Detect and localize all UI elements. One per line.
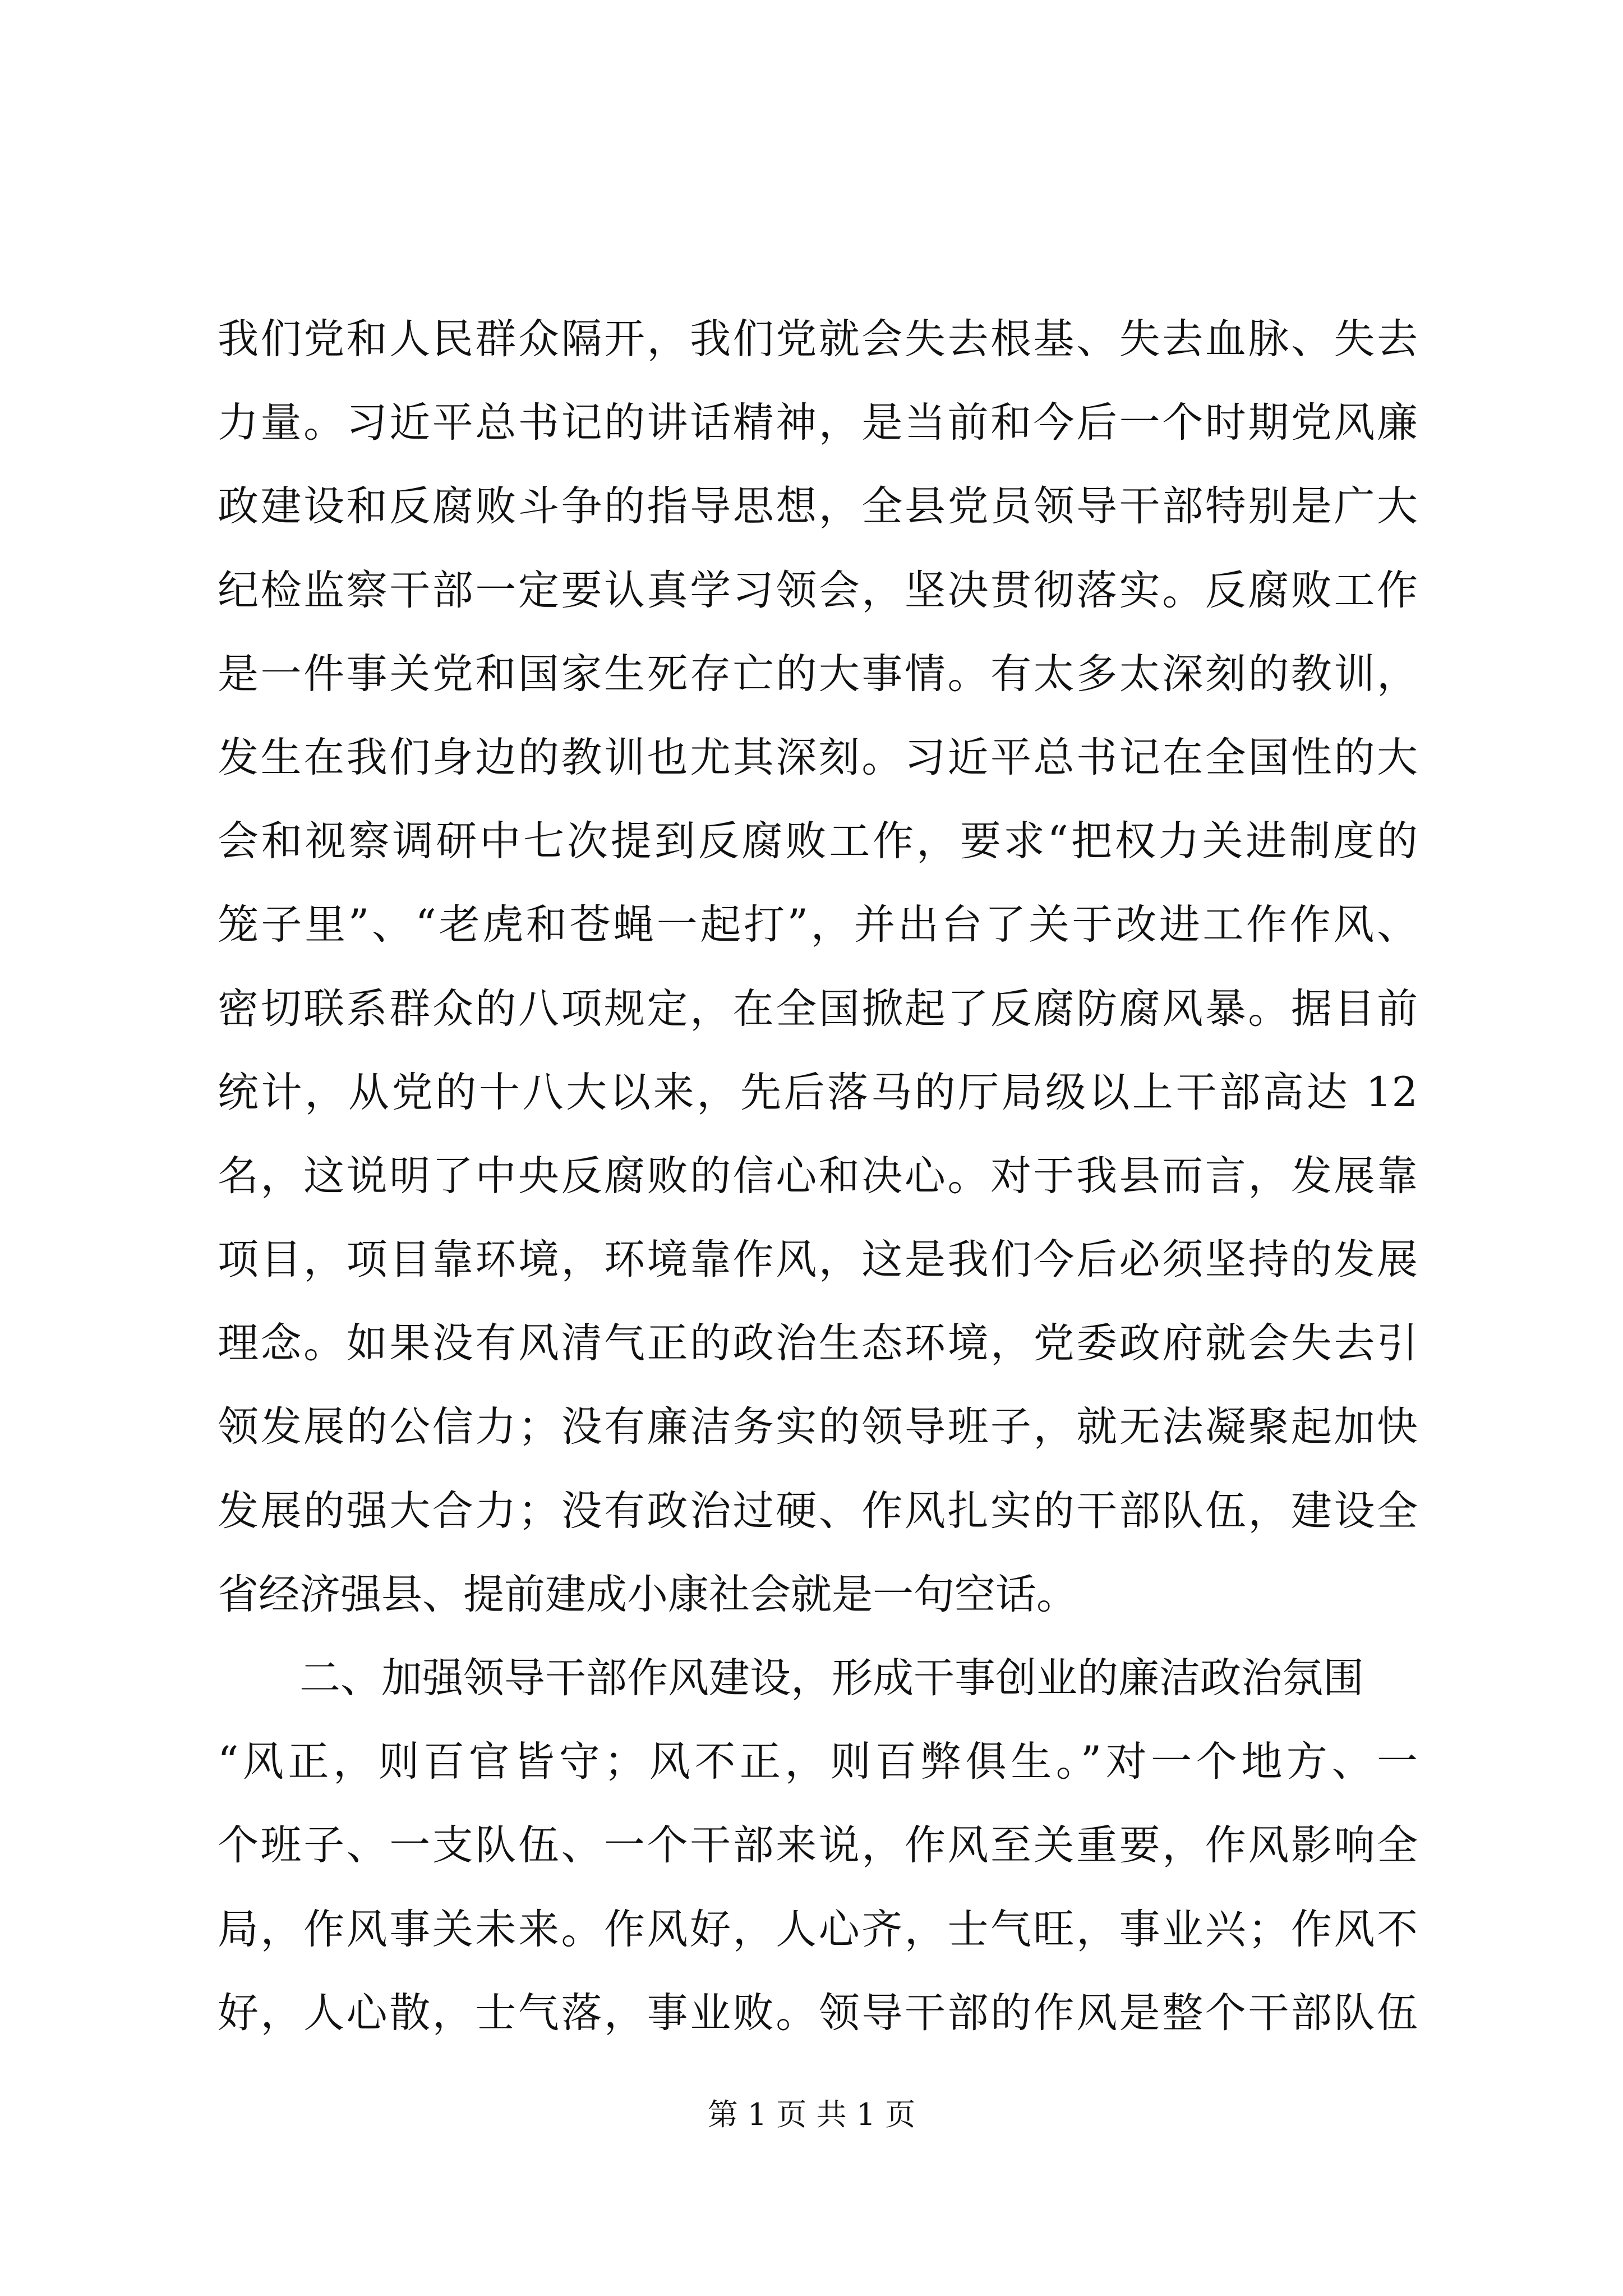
text-line: 好，人心散，士气落，事业败。领导干部的作风是整个干部队伍 [218,1989,1418,2037]
text-line: “风正，则百官皆守；风不正，则百弊俱生。”对一个地方、一 [218,1738,1418,1786]
text-line: 统计，从党的十八大以来，先后落马的厅局级以上干部高达 12 [218,1068,1418,1116]
text-line: 项目，项目靠环境，环境靠作风，这是我们今后必须坚持的发展 [218,1236,1418,1284]
text-line: 纪检监察干部一定要认真学习领会，坚决贯彻落实。反腐败工作 [218,566,1418,614]
text-line: 密切联系群众的八项规定，在全国掀起了反腐防腐风暴。据目前 [218,984,1418,1033]
section-heading: 二、加强领导干部作风建设，形成干事创业的廉洁政治氛围 [299,1654,1364,1702]
text-line: 政建设和反腐败斗争的指导思想，全县党员领导干部特别是广大 [218,482,1418,531]
text-line: 发展的强大合力；没有政治过硬、作风扎实的干部队伍，建设全 [218,1487,1418,1535]
page-number-label: 第 1 页 共 1 页 [707,2097,916,2132]
text-line: 省经济强县、提前建成小康社会就是一句空话。 [218,1570,1077,1618]
text-line: 个班子、一支队伍、一个干部来说，作风至关重要，作风影响全 [218,1821,1418,1870]
text-line: 名，这说明了中央反腐败的信心和决心。对于我县而言，发展靠 [218,1152,1418,1200]
text-line: 我们党和人民群众隔开，我们党就会失去根基、失去血脉、失去 [218,315,1418,363]
text-line: 领发展的公信力；没有廉洁务实的领导班子，就无法凝聚起加快 [218,1403,1418,1451]
document-body [218,297,1418,2055]
text-line: 力量。习近平总书记的讲话精神，是当前和今后一个时期党风廉 [218,399,1418,447]
text-line: 是一件事关党和国家生死存亡的大事情。有太多太深刻的教训， [218,650,1418,698]
text-line: 发生在我们身边的教训也尤其深刻。习近平总书记在全国性的大 [218,733,1418,781]
text-line: 理念。如果没有风清气正的政治生态环境，党委政府就会失去引 [218,1319,1418,1368]
text-line: 局，作风事关未来。作风好，人心齐，士气旺，事业兴；作风不 [218,1905,1418,1953]
text-line: 会和视察调研中七次提到反腐败工作，要求“把权力关进制度的 [218,817,1418,866]
page-footer [0,2092,1623,2137]
text-line: 笼子里”、“老虎和苍蝇一起打”，并出台了关于改进工作作风、 [218,901,1418,949]
